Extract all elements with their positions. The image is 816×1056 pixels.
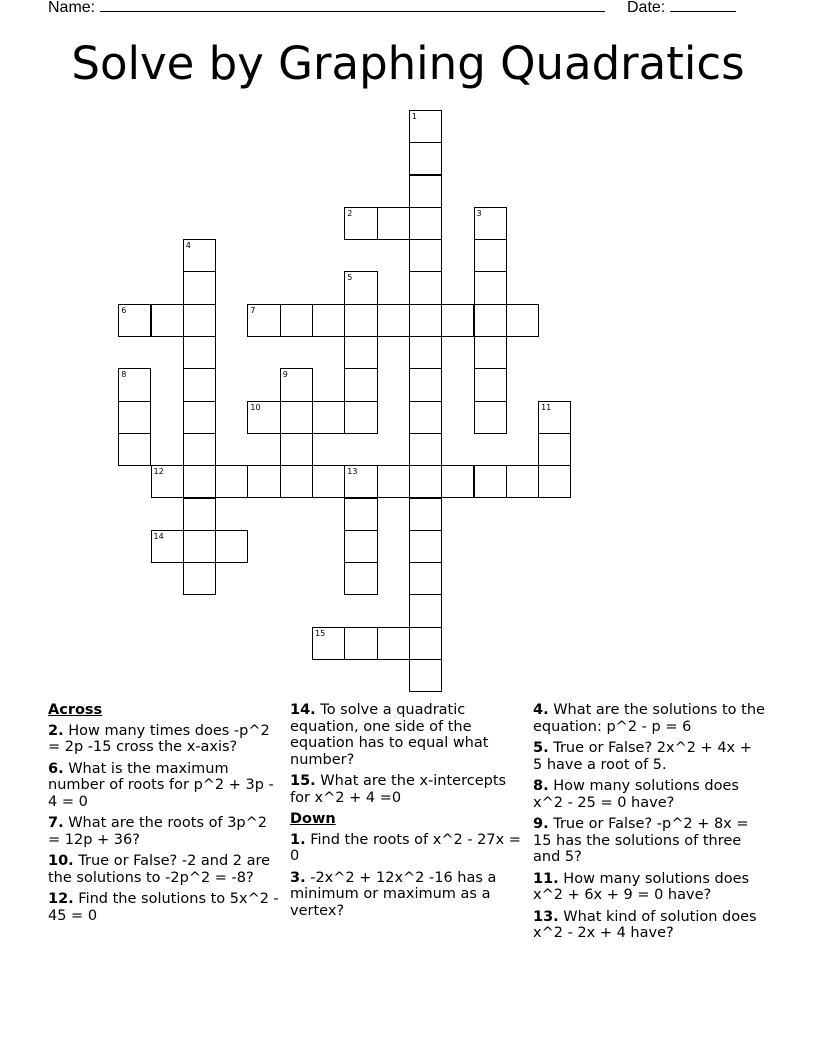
crossword-cell[interactable] bbox=[409, 401, 442, 434]
date-label: Date: bbox=[627, 0, 666, 16]
clue-down-9: 9. True or False? -p^2 + 8x = 15 has the solutions of three and 5? bbox=[533, 816, 749, 865]
crossword-cell[interactable] bbox=[280, 465, 313, 498]
crossword-cell[interactable] bbox=[344, 498, 377, 531]
crossword-cell[interactable] bbox=[344, 304, 377, 337]
crossword-cell[interactable] bbox=[409, 304, 442, 337]
crossword-cell[interactable] bbox=[409, 239, 442, 272]
crossword-cell[interactable] bbox=[409, 627, 442, 660]
crossword-cell[interactable] bbox=[409, 175, 442, 208]
crossword-cell[interactable] bbox=[344, 368, 377, 401]
crossword-cell[interactable] bbox=[183, 562, 216, 595]
crossword-cell[interactable] bbox=[118, 433, 151, 466]
crossword-cell[interactable] bbox=[409, 659, 442, 692]
clue-across-15: 15. What are the x-intercepts for x^2 + 4 =0 bbox=[290, 773, 507, 806]
crossword-cell[interactable] bbox=[441, 465, 474, 498]
clue-down-5: 5. True or False? 2x^2 + 4x + 5 have a root of 5. bbox=[533, 740, 752, 773]
crossword-cell[interactable] bbox=[183, 304, 216, 337]
cell-number: 9 bbox=[282, 370, 288, 380]
crossword-cell[interactable] bbox=[474, 304, 507, 337]
cell-number: 10 bbox=[250, 402, 261, 412]
crossword-cell[interactable] bbox=[377, 207, 410, 240]
crossword-cell[interactable] bbox=[409, 271, 442, 304]
crossword-cell[interactable] bbox=[538, 433, 571, 466]
cell-number: 8 bbox=[121, 370, 127, 380]
crossword-cell[interactable] bbox=[409, 530, 442, 563]
crossword-cell[interactable] bbox=[377, 465, 410, 498]
cell-number: 7 bbox=[250, 305, 256, 315]
crossword-cell[interactable] bbox=[538, 465, 571, 498]
crossword-cell[interactable] bbox=[312, 401, 345, 434]
crossword-cell[interactable] bbox=[409, 368, 442, 401]
page-title: Solve by Graphing Quadratics bbox=[71, 37, 745, 90]
crossword-cell[interactable] bbox=[215, 530, 248, 563]
across-heading: Across bbox=[48, 702, 103, 718]
clues-column-1 bbox=[48, 702, 280, 929]
clue-down-4: 4. What are the solutions to the equation: p^2 - p = 6 bbox=[533, 702, 765, 735]
clue-down-1: 1. Find the roots of x^2 - 27x = 0 bbox=[290, 831, 521, 864]
clue-across-2: 2. How many times does -p^2 = 2p -15 cross the x-axis? bbox=[48, 722, 270, 755]
crossword-cell[interactable] bbox=[474, 239, 507, 272]
cell-number: 3 bbox=[476, 208, 482, 218]
crossword-cell[interactable] bbox=[474, 465, 507, 498]
crossword-cell[interactable] bbox=[441, 304, 474, 337]
clue-across-12: 12. Find the solutions to 5x^2 - 45 = 0 bbox=[48, 891, 279, 924]
crossword-cell[interactable] bbox=[409, 594, 442, 627]
clue-down-8: 8. How many solutions does x^2 - 25 = 0 have? bbox=[533, 778, 739, 811]
clue-across-10: 10. True or False? -2 and 2 are the solutions to -2p^2 = -8? bbox=[48, 853, 271, 886]
crossword-cell[interactable] bbox=[247, 465, 280, 498]
crossword-cell[interactable] bbox=[344, 627, 377, 660]
crossword-cell[interactable] bbox=[474, 336, 507, 369]
crossword-cell[interactable] bbox=[344, 530, 377, 563]
crossword-cell[interactable] bbox=[409, 433, 442, 466]
cell-number: 2 bbox=[347, 208, 353, 218]
crossword-cell[interactable] bbox=[409, 336, 442, 369]
crossword-cell[interactable] bbox=[344, 401, 377, 434]
clue-down-13: 13. What kind of solution does x^2 - 2x + 4 have? bbox=[533, 908, 757, 941]
crossword-cell[interactable] bbox=[183, 368, 216, 401]
cell-number: 6 bbox=[121, 305, 127, 315]
crossword-cell[interactable] bbox=[280, 401, 313, 434]
crossword-cell[interactable] bbox=[183, 271, 216, 304]
cell-number: 1 bbox=[411, 111, 417, 121]
crossword-cell[interactable] bbox=[506, 304, 539, 337]
crossword-cell[interactable] bbox=[183, 530, 216, 563]
clues-column-3 bbox=[533, 702, 765, 947]
crossword-cell[interactable] bbox=[280, 304, 313, 337]
clues-column-2 bbox=[290, 702, 522, 924]
crossword-cell[interactable] bbox=[183, 498, 216, 531]
cell-number: 4 bbox=[185, 241, 191, 251]
cell-number: 5 bbox=[347, 273, 353, 283]
crossword-cell[interactable] bbox=[409, 498, 442, 531]
crossword-cell[interactable] bbox=[183, 433, 216, 466]
crossword-cell[interactable] bbox=[409, 465, 442, 498]
clue-down-11: 11. How many solutions does x^2 + 6x + 9 = 0 have? bbox=[533, 870, 750, 903]
crossword-cell[interactable] bbox=[506, 465, 539, 498]
clue-down-3: 3. -2x^2 + 12x^2 -16 has a minimum or maximum as a vertex? bbox=[290, 869, 497, 919]
crossword-cell[interactable] bbox=[474, 271, 507, 304]
crossword-cell[interactable] bbox=[151, 304, 184, 337]
crossword-cell[interactable] bbox=[377, 304, 410, 337]
crossword-cell[interactable] bbox=[344, 336, 377, 369]
crossword-cell[interactable] bbox=[409, 142, 442, 175]
cell-number: 14 bbox=[153, 531, 164, 541]
crossword-cell[interactable] bbox=[183, 465, 216, 498]
crossword-cell[interactable] bbox=[280, 433, 313, 466]
name-label: Name: bbox=[48, 0, 96, 16]
crossword-cell[interactable] bbox=[312, 304, 345, 337]
crossword-cell[interactable] bbox=[344, 562, 377, 595]
crossword-cell[interactable] bbox=[215, 465, 248, 498]
cell-number: 11 bbox=[541, 402, 552, 412]
cell-number: 13 bbox=[347, 467, 358, 477]
crossword-cell[interactable] bbox=[377, 627, 410, 660]
crossword-cell[interactable] bbox=[118, 401, 151, 434]
crossword-cell[interactable] bbox=[183, 401, 216, 434]
crossword-cell[interactable] bbox=[409, 207, 442, 240]
cell-number: 15 bbox=[315, 628, 326, 638]
crossword-cell[interactable] bbox=[183, 336, 216, 369]
clue-across-7: 7. What are the roots of 3p^2 = 12p + 36? bbox=[48, 815, 268, 848]
crossword-cell[interactable] bbox=[409, 562, 442, 595]
clue-across-14: 14. To solve a quadratic equation, one side of the equation has to equal what number? bbox=[290, 702, 489, 768]
clue-across-6: 6. What is the maximum number of roots for p^2 + 3p - 4 = 0 bbox=[48, 760, 274, 810]
crossword-cell[interactable] bbox=[312, 465, 345, 498]
crossword-cell[interactable] bbox=[474, 368, 507, 401]
crossword-cell[interactable] bbox=[474, 401, 507, 434]
cell-number: 12 bbox=[153, 467, 164, 477]
down-heading: Down bbox=[290, 811, 336, 827]
